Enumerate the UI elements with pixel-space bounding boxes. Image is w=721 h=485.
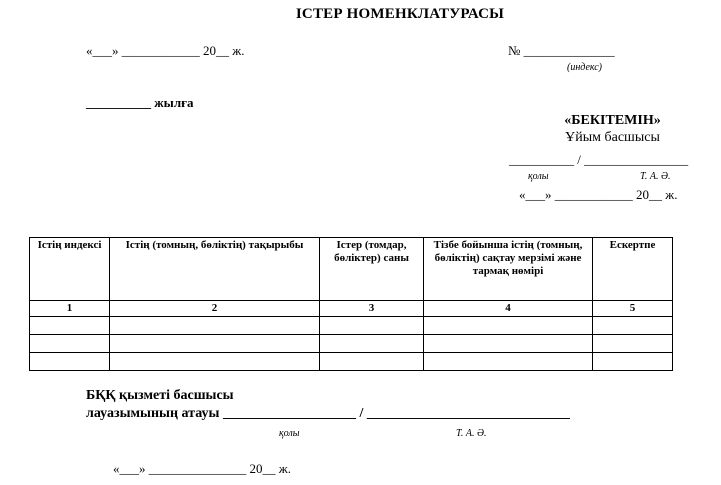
table-cell[interactable] xyxy=(424,353,593,371)
footer-signature-label: қолы xyxy=(279,428,300,439)
table-cell[interactable] xyxy=(320,335,424,353)
header-cell-index: Істің индексі xyxy=(30,238,110,301)
table-cell[interactable] xyxy=(593,335,673,353)
index-label: (индекс) xyxy=(567,62,602,73)
table-cell[interactable] xyxy=(110,353,320,371)
table-cell[interactable] xyxy=(30,353,110,371)
header-cell-note: Ескертпе xyxy=(593,238,673,301)
footer-position-line1: БҚҚ қызметі басшысы xyxy=(86,388,234,403)
number-cell: 2 xyxy=(110,301,320,317)
table-cell[interactable] xyxy=(424,317,593,335)
number-cell: 1 xyxy=(30,301,110,317)
approve-name-label: Т. А. Ә. xyxy=(640,171,671,182)
header-cell-retention: Тізбе бойынша істің (томның, бөліктің) сақтау мерзімі және тармақ нөмірі xyxy=(424,238,593,301)
approve-signature-label: қолы xyxy=(528,171,549,182)
approve-signature-line: __________ / ________________ xyxy=(509,152,689,167)
table-cell[interactable] xyxy=(593,353,673,371)
footer-position-line2: лауазымының атауы ___________________ / _____________________________ xyxy=(86,406,570,421)
table-header-row xyxy=(30,238,673,301)
table-cell[interactable] xyxy=(110,317,320,335)
table-number-row xyxy=(30,301,673,317)
nomenclature-table xyxy=(29,237,673,371)
number-cell: 3 xyxy=(320,301,424,317)
table-cell[interactable] xyxy=(30,317,110,335)
approve-heading: «БЕКІТЕМІН» xyxy=(564,113,661,128)
header-cell-count: Істер (томдар, бөліктер) саны xyxy=(320,238,424,301)
table-row xyxy=(30,353,673,371)
year-line-text: __________ жылға xyxy=(86,95,194,110)
approve-date-line: «___» ____________ 20__ ж. xyxy=(519,187,678,202)
number-line: № ______________ xyxy=(508,43,615,58)
footer-name-label: Т. А. Ә. xyxy=(456,428,487,439)
footer-date-line: «___» _______________ 20__ ж. xyxy=(113,461,291,476)
table-row xyxy=(30,335,673,353)
approve-block xyxy=(505,112,720,146)
table-row xyxy=(30,317,673,335)
header-cell-title: Істің (томның, бөліктің) тақырыбы xyxy=(110,238,320,301)
year-line xyxy=(86,95,194,111)
table-cell[interactable] xyxy=(30,335,110,353)
document-title: ІСТЕР НОМЕНКЛАТУРАСЫ xyxy=(295,6,505,22)
number-cell: 4 xyxy=(424,301,593,317)
org-head-label: Ұйым басшысы xyxy=(565,130,660,145)
table-cell[interactable] xyxy=(110,335,320,353)
table-cell[interactable] xyxy=(320,353,424,371)
table-cell[interactable] xyxy=(320,317,424,335)
table-cell[interactable] xyxy=(593,317,673,335)
number-cell: 5 xyxy=(593,301,673,317)
date-line: «___» ____________ 20__ ж. xyxy=(86,43,245,58)
table-cell[interactable] xyxy=(424,335,593,353)
